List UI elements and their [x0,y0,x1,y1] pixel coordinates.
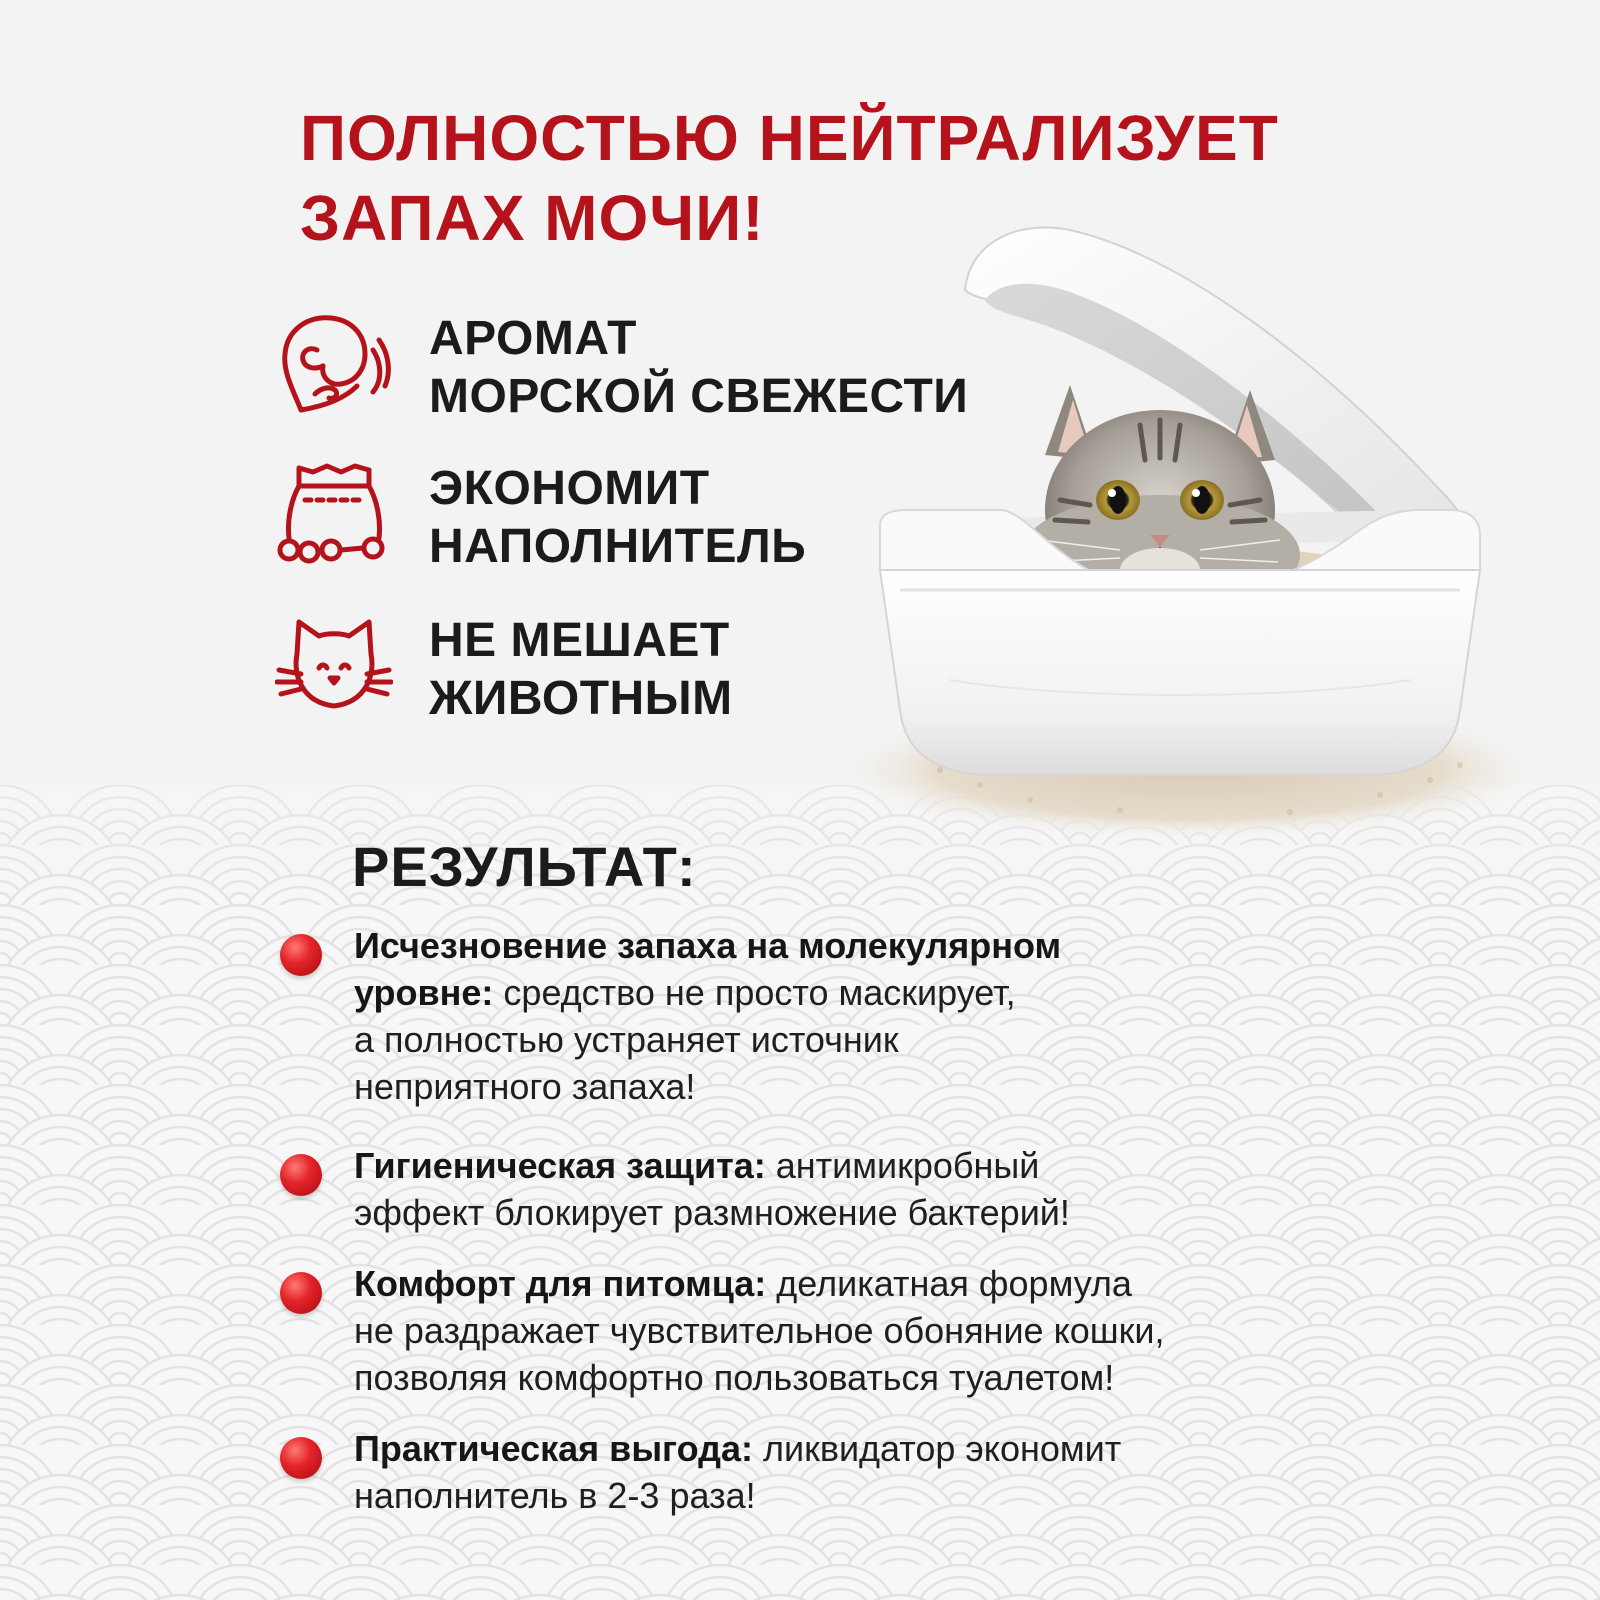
feature-sea-freshness [275,310,1035,423]
result-title: РЕЗУЛЬТАТ: [352,835,697,898]
bullet-1-bold-2: уровне: [354,972,494,1013]
bullet-2-bold: Гигиеническая защита: [354,1145,766,1186]
red-dot-icon [280,1272,322,1314]
litter-bag-icon [275,460,393,570]
feature-saves-filler [275,460,1035,573]
headline-line-2: ЗАПАХ МОЧИ! [300,182,765,254]
bullet-3-text-1: деликатная формула [766,1263,1132,1304]
bullet-4-text-1: ликвидатор экономит [752,1428,1122,1469]
bullet-4-bold: Практическая выгода: [354,1428,753,1469]
bullet-4-text-2: наполнитель в 2-3 раза! [354,1475,756,1516]
bullet-3-bold: Комфорт для питомца: [354,1263,767,1304]
bullet-1-text-2: а полностью устраняет источник [354,1019,899,1060]
red-dot-icon [280,1437,322,1479]
red-dot-icon [280,1154,322,1196]
red-dot-icon [280,934,322,976]
cat-face-icon [275,612,393,722]
feature-1-line-1: АРОМАТ [429,312,637,365]
bullet-2-text-2: эффект блокирует размножение бактерий! [354,1192,1070,1233]
feature-pet-safe [275,612,1035,725]
bullet-1-bold: Исчезновение запаха на молекулярном [354,925,1062,966]
bullet-1-text-1: средство не просто маскирует, [493,972,1016,1013]
feature-3-line-1: НЕ МЕШАЕТ [429,614,730,667]
bullet-3-text-3: позволяя комфортно пользоваться туалетом! [354,1357,1115,1398]
wave-icon [275,310,393,420]
feature-2-line-1: ЭКОНОМИТ [429,462,710,515]
bullet-1-text-3: неприятного запаха! [354,1066,696,1107]
feature-3-line-2: ЖИВОТНЫМ [429,672,733,725]
feature-1-line-2: МОРСКОЙ СВЕЖЕСТИ [429,370,969,423]
feature-2-line-2: НАПОЛНИТЕЛЬ [429,520,807,573]
headline-line-1: ПОЛНОСТЬЮ НЕЙТРАЛИЗУЕТ [300,102,1279,174]
bullet-3-text-2: не раздражает чувствительное обоняние кошки, [354,1310,1165,1351]
bullet-2-text-1: антимикробный [765,1145,1040,1186]
